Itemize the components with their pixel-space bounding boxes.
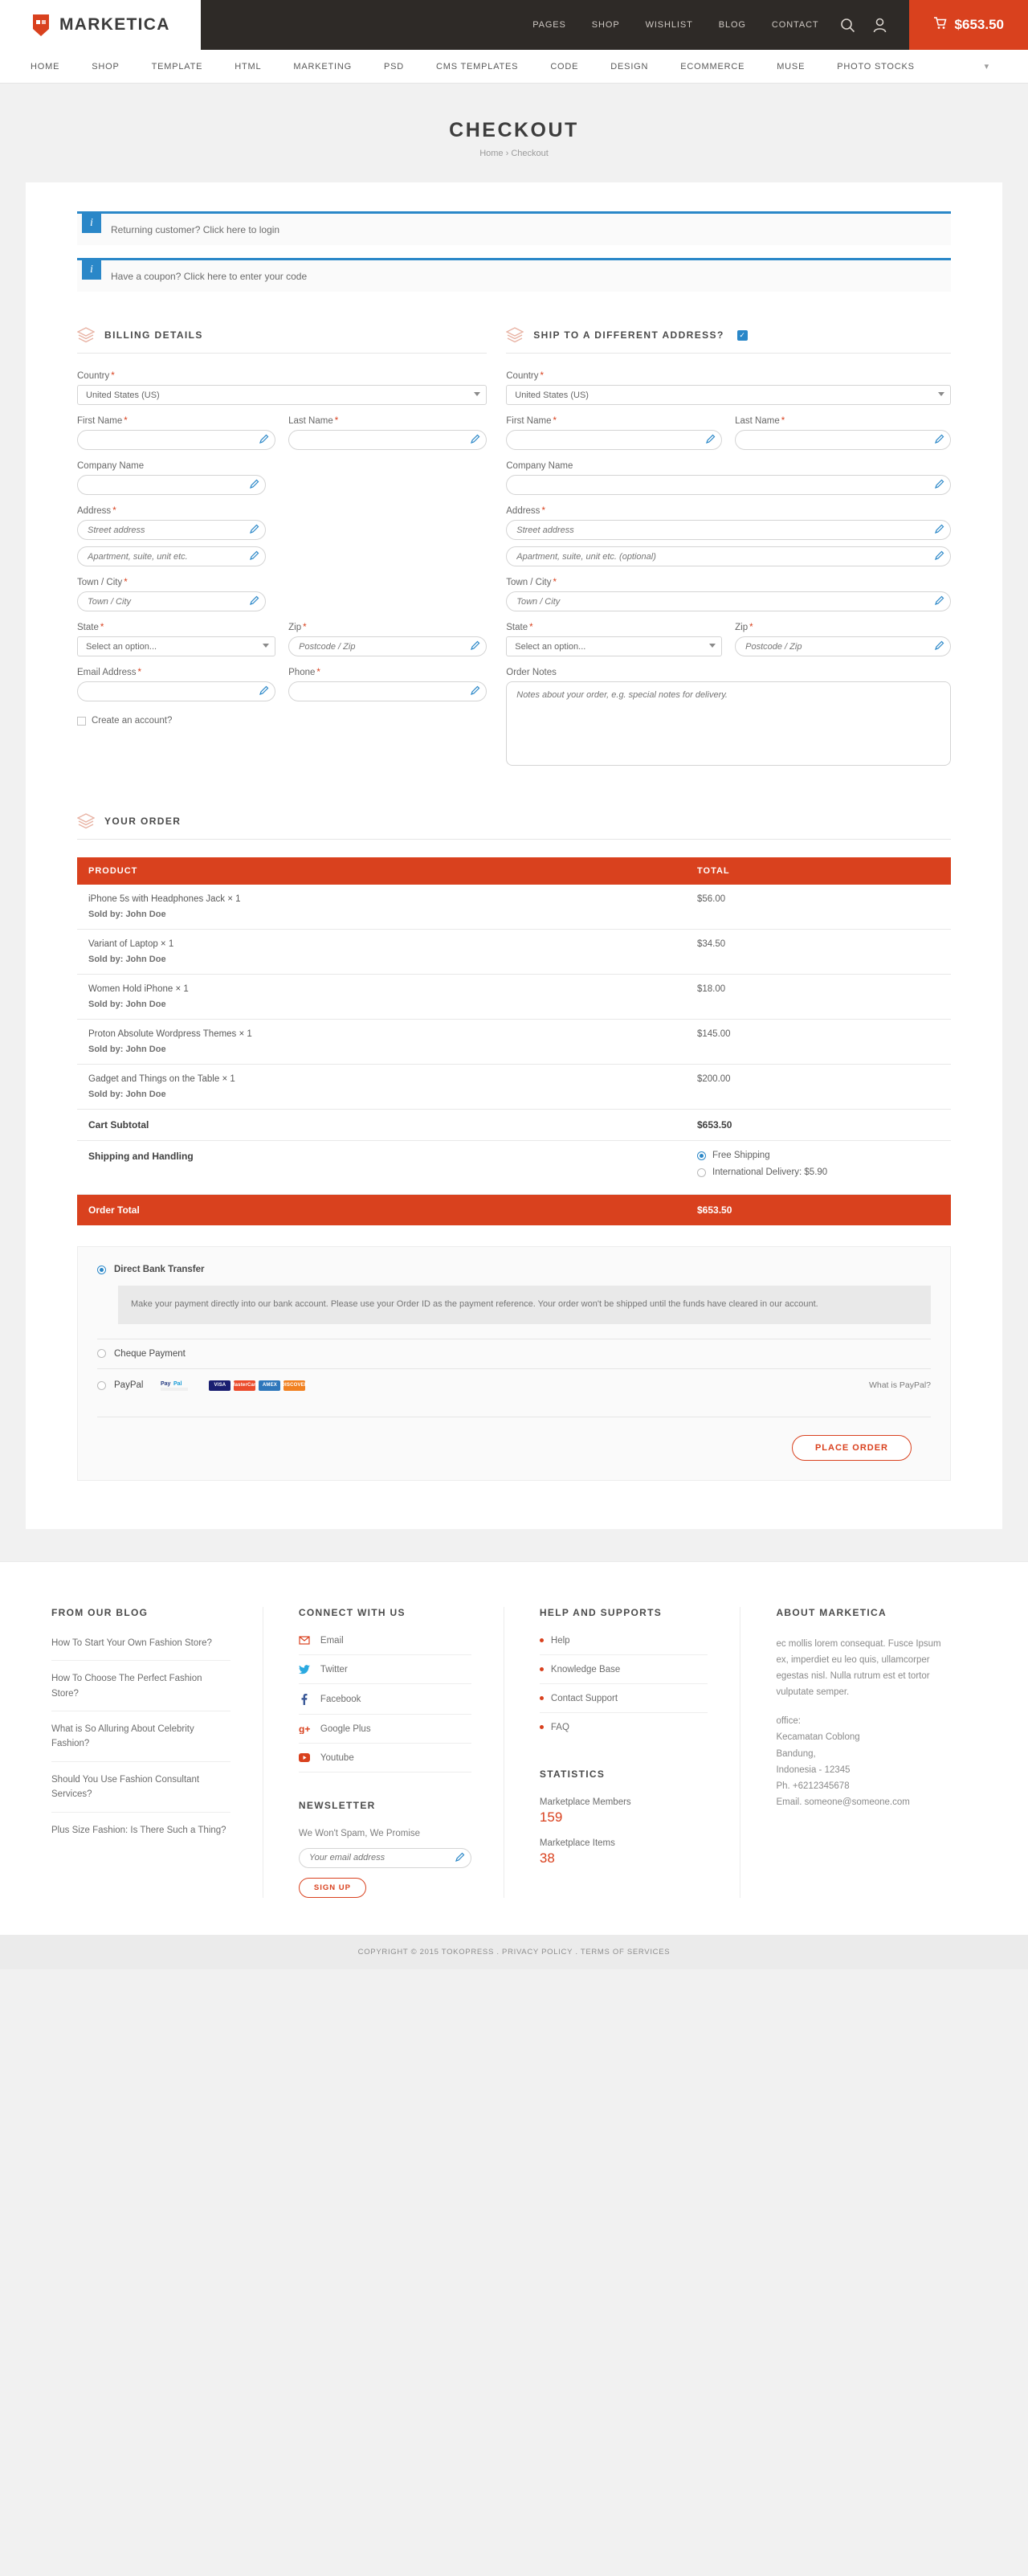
breadcrumb: Home › Checkout	[479, 149, 549, 158]
copyright-text: COPYRIGHT © 2015 TOKOPRESS .	[357, 1947, 500, 1957]
billing-section	[77, 327, 506, 768]
top-menu-item-contact[interactable]: CONTACT	[771, 20, 819, 30]
product-total: $145.00	[686, 1020, 951, 1065]
top-menu-item-pages[interactable]: PAGES	[532, 20, 566, 30]
order-table-header	[77, 857, 951, 885]
create-account-checkbox[interactable]	[77, 717, 86, 726]
payment-paypal[interactable]	[97, 1368, 931, 1402]
shipping-country-select[interactable]	[506, 385, 951, 405]
coupon-notice-text[interactable]: Have a coupon? Click here to enter your code	[111, 270, 308, 282]
social-link-twitter[interactable]	[299, 1665, 471, 1684]
pencil-icon	[934, 550, 944, 563]
product-seller: Sold by: John Doe	[88, 1045, 166, 1054]
svg-text:Pay: Pay	[161, 1380, 171, 1387]
social-link-facebook[interactable]	[299, 1694, 471, 1715]
what-is-paypal-link[interactable]: What is PayPal?	[868, 1380, 931, 1391]
pencil-icon	[249, 479, 259, 492]
billing-email-label: Email Address *	[77, 668, 141, 677]
help-link[interactable]: Contact Support	[540, 1694, 708, 1713]
office-line: Indonesia - 12345	[776, 1764, 851, 1775]
nav-item-html[interactable]: HTML	[235, 61, 262, 72]
order-total-label: Order Total	[77, 1195, 686, 1226]
payment-direct-bank-label: Direct Bank Transfer	[114, 1265, 205, 1274]
ship-different-checkbox[interactable]: ✓	[737, 330, 748, 341]
stat-value: 159	[539, 1809, 563, 1825]
marketica-logo-icon	[31, 13, 51, 37]
logo[interactable]	[0, 0, 201, 50]
billing-address-label: Address *	[77, 506, 116, 516]
create-account-row[interactable]	[77, 716, 487, 726]
nav-item-template[interactable]: TEMPLATE	[151, 61, 203, 72]
about-text: ec mollis lorem consequat. Fusce Ipsum ex, imperdiet eu leo quis, ullamcorper egestas nisl. Nulla rutrum est et tortor vulputate semper.	[776, 1638, 941, 1698]
shipping-address-label: Address *	[506, 506, 545, 516]
nav-item-shop[interactable]: SHOP	[92, 61, 120, 72]
social-link-email[interactable]	[299, 1636, 471, 1655]
billing-zip-label: Zip *	[288, 623, 307, 632]
footer-blog-title: FROM OUR BLOG	[51, 1606, 149, 1618]
radio-cheque-payment[interactable]	[97, 1349, 106, 1358]
payment-cheque-label: Cheque Payment	[114, 1348, 186, 1359]
coupon-notice[interactable]	[77, 258, 951, 292]
pencil-icon	[470, 685, 480, 698]
shipping-company-input[interactable]	[506, 475, 951, 495]
billing-phone-input[interactable]	[288, 681, 487, 701]
pencil-icon	[249, 595, 259, 608]
billing-country-field[interactable]	[77, 385, 487, 405]
bullet-icon	[540, 1725, 544, 1729]
shipping-city-input[interactable]	[506, 591, 951, 611]
product-total: $200.00	[686, 1065, 951, 1110]
user-account-icon[interactable]	[873, 18, 887, 33]
blog-link[interactable]: How To Start Your Own Fashion Store?	[51, 1636, 230, 1661]
stat-label: Marketplace Members	[539, 1797, 631, 1807]
table-row	[77, 930, 951, 975]
billing-first-name-label: First Name *	[77, 416, 128, 426]
nav-item-design[interactable]: DESIGN	[610, 61, 649, 72]
billing-city-input[interactable]	[77, 591, 266, 611]
shipping-option-free[interactable]	[697, 1151, 940, 1160]
order-notes-textarea[interactable]	[506, 681, 951, 766]
table-row	[77, 885, 951, 930]
shipping-first-name-label: First Name *	[506, 416, 557, 426]
billing-country-select[interactable]	[77, 385, 487, 405]
payment-direct-bank[interactable]	[97, 1265, 931, 1274]
shipping-row	[77, 1141, 951, 1195]
order-total-value: $653.50	[686, 1195, 951, 1226]
cart-subtotal-value: $653.50	[686, 1110, 951, 1141]
statistics-title: STATISTICS	[539, 1768, 606, 1780]
pencil-icon	[934, 479, 944, 492]
privacy-policy-link[interactable]: PRIVACY POLICY .	[502, 1947, 578, 1957]
product-name: Gadget and Things on the Table × 1	[88, 1074, 235, 1084]
footer-about-column	[740, 1607, 977, 1898]
bullet-icon	[540, 1638, 544, 1642]
mail-icon	[299, 1636, 311, 1645]
nav-item-home[interactable]: HOME	[31, 61, 60, 72]
page-title: CHECKOUT	[449, 119, 579, 141]
blog-link[interactable]: Plus Size Fashion: Is There Such a Thing?	[51, 1825, 226, 1835]
cart-total: $653.50	[954, 17, 1004, 32]
top-bar	[0, 0, 1028, 50]
shipping-state-select[interactable]	[506, 636, 722, 656]
place-order-row	[97, 1417, 931, 1461]
product-total: $18.00	[686, 975, 951, 1020]
billing-state-field[interactable]	[77, 636, 275, 656]
product-name: Variant of Laptop × 1	[88, 939, 174, 949]
info-icon: i	[82, 260, 101, 280]
billing-first-name-input[interactable]	[77, 430, 275, 450]
billing-state-select[interactable]	[77, 636, 275, 656]
visa-card-icon: VISA	[209, 1380, 230, 1391]
blog-link[interactable]: Should You Use Fashion Consultant Services?	[51, 1773, 230, 1813]
table-row	[77, 975, 951, 1020]
social-label: Email	[320, 1635, 344, 1646]
mastercard-icon: MasterCard	[234, 1380, 255, 1391]
product-name: iPhone 5s with Headphones Jack × 1	[88, 894, 241, 904]
product-seller: Sold by: John Doe	[88, 1090, 166, 1099]
office-line: Kecamatan Coblong	[776, 1732, 860, 1743]
billing-section-header	[77, 327, 487, 354]
product-total: $34.50	[686, 930, 951, 975]
table-row	[77, 1065, 951, 1110]
footer	[0, 1561, 1028, 1935]
login-notice[interactable]	[77, 211, 951, 245]
billing-title: BILLING DETAILS	[104, 329, 203, 341]
order-section-header	[77, 813, 951, 840]
pencil-icon	[259, 685, 269, 698]
billing-address1-input[interactable]	[77, 520, 266, 540]
nav-item-muse[interactable]: MUSE	[777, 61, 806, 72]
pencil-icon	[934, 640, 944, 653]
product-name: Women Hold iPhone × 1	[88, 984, 189, 994]
pencil-icon	[934, 524, 944, 537]
form-columns	[77, 327, 951, 768]
pencil-icon	[470, 640, 480, 653]
paypal-logo-icon	[161, 1379, 190, 1392]
bullet-icon	[540, 1696, 544, 1700]
product-name: Proton Absolute Wordpress Themes × 1	[88, 1029, 252, 1039]
nav-item-photo-stocks[interactable]: PHOTO STOCKS	[837, 61, 915, 72]
top-menu	[532, 20, 818, 30]
billing-zip-input[interactable]	[288, 636, 487, 656]
pencil-icon	[705, 434, 716, 447]
order-total-row	[77, 1195, 951, 1226]
radio-international-delivery[interactable]	[697, 1168, 706, 1177]
billing-city-label: Town / City *	[77, 578, 128, 587]
shipping-state-field[interactable]	[506, 636, 722, 656]
column-product: PRODUCT	[77, 857, 686, 885]
amex-card-icon: AMEX	[259, 1380, 280, 1391]
shipping-first-name-input[interactable]	[506, 430, 722, 450]
footer-blog-column	[51, 1607, 263, 1898]
top-icons	[840, 18, 887, 33]
product-seller: Sold by: John Doe	[88, 1000, 166, 1009]
shipping-address1-input[interactable]	[506, 520, 951, 540]
payment-cheque[interactable]	[97, 1339, 931, 1368]
place-order-button[interactable]: PLACE ORDER	[792, 1435, 912, 1461]
stack-icon	[77, 813, 95, 829]
pencil-icon	[934, 595, 944, 608]
social-label: Google Plus	[320, 1723, 371, 1734]
pencil-icon	[259, 434, 269, 447]
newsletter-subtitle: We Won't Spam, We Promise	[298, 1828, 421, 1838]
cart-icon	[933, 17, 947, 34]
checkout-card	[26, 182, 1002, 1529]
radio-free-shipping[interactable]	[697, 1151, 706, 1160]
top-right-area	[201, 0, 1028, 50]
social-label: Facebook	[320, 1694, 361, 1704]
cart-subtotal-label: Cart Subtotal	[77, 1110, 686, 1141]
shipping-option-label: International Delivery: $5.90	[712, 1167, 828, 1177]
social-label: Twitter	[320, 1664, 348, 1674]
footer-help-column	[504, 1607, 740, 1898]
shipping-last-name-input[interactable]	[735, 430, 951, 450]
product-total: $56.00	[686, 885, 951, 930]
shipping-country-label: Country *	[506, 371, 545, 381]
office-phone: Ph. +6212345678	[776, 1781, 850, 1791]
social-link-youtube[interactable]	[299, 1753, 471, 1773]
blog-link[interactable]: How To Choose The Perfect Fashion Store?	[51, 1671, 230, 1711]
footer-connect-column	[263, 1607, 504, 1898]
product-seller: Sold by: John Doe	[88, 955, 166, 964]
blog-link[interactable]: What is So Alluring About Celebrity Fashion?	[51, 1722, 230, 1762]
order-title: YOUR ORDER	[104, 816, 182, 827]
newsletter-title: NEWSLETTER	[298, 1799, 376, 1811]
billing-email-input[interactable]	[77, 681, 275, 701]
billing-state-label: State *	[77, 623, 104, 632]
office-email: Email. someone@someone.com	[776, 1797, 910, 1807]
radio-direct-bank-transfer[interactable]	[97, 1266, 106, 1274]
newsletter-signup-button[interactable]: SIGN UP	[299, 1878, 366, 1898]
product-seller: Sold by: John Doe	[88, 910, 166, 919]
terms-of-services-link[interactable]: TERMS OF SERVICES	[580, 1947, 671, 1957]
shipping-country-field[interactable]	[506, 385, 951, 405]
order-table	[77, 857, 951, 1225]
help-link[interactable]: Help	[540, 1636, 708, 1655]
cart-button[interactable]	[909, 0, 1028, 50]
billing-company-label: Company Name	[77, 461, 145, 471]
youtube-icon	[299, 1753, 311, 1762]
payment-methods	[77, 1246, 951, 1481]
page-header	[0, 84, 1028, 182]
billing-phone-label: Phone *	[288, 668, 320, 677]
newsletter-email-input[interactable]	[299, 1848, 471, 1868]
social-label: Youtube	[320, 1752, 354, 1763]
bullet-icon	[540, 1667, 544, 1671]
stat-label: Marketplace Items	[539, 1838, 615, 1848]
pencil-icon	[249, 524, 259, 537]
shipping-zip-label: Zip *	[735, 623, 753, 632]
shipping-option-international[interactable]	[697, 1167, 940, 1177]
shipping-company-label: Company Name	[506, 461, 573, 471]
shipping-state-label: State *	[506, 623, 533, 632]
brand-name: MARKETICA	[59, 15, 170, 34]
billing-last-name-input[interactable]	[288, 430, 487, 450]
shipping-address2-input[interactable]	[506, 546, 951, 566]
top-menu-item-shop[interactable]: SHOP	[591, 20, 620, 30]
shipping-title: SHIP TO A DIFFERENT ADDRESS?	[533, 329, 724, 341]
top-menu-item-wishlist[interactable]: WISHLIST	[645, 20, 693, 30]
twitter-icon	[299, 1665, 311, 1674]
nav-item-code[interactable]: CODE	[550, 61, 579, 72]
stack-icon	[77, 327, 95, 343]
order-notes-label: Order Notes	[506, 668, 557, 677]
cart-subtotal-row	[77, 1110, 951, 1141]
social-link-googleplus[interactable]	[299, 1724, 471, 1744]
top-menu-item-blog[interactable]: BLOG	[718, 20, 746, 30]
svg-text:g+: g+	[298, 1723, 311, 1734]
order-section	[77, 813, 951, 1481]
nav-item-marketing[interactable]: MARKETING	[293, 61, 352, 72]
stack-icon	[506, 327, 524, 343]
nav-item-psd[interactable]: PSD	[383, 61, 405, 72]
copyright-bar	[0, 1935, 1028, 1969]
footer-about-title: ABOUT MARKETICA	[776, 1606, 887, 1618]
nav-item-ecommerce[interactable]: ECOMMERCE	[680, 61, 745, 72]
office-label: office:	[776, 1716, 801, 1727]
shipping-section-header	[506, 327, 951, 354]
pencil-icon	[249, 550, 259, 563]
facebook-icon	[299, 1694, 311, 1705]
shipping-section	[506, 327, 951, 768]
billing-last-name-label: Last Name *	[288, 416, 339, 426]
pencil-icon	[934, 434, 944, 447]
discover-card-icon: DISCOVER	[284, 1380, 305, 1391]
billing-address2-input[interactable]	[77, 546, 266, 566]
billing-company-input[interactable]	[77, 475, 266, 495]
footer-help-title: HELP AND SUPPORTS	[539, 1606, 663, 1618]
radio-paypal[interactable]	[97, 1381, 106, 1390]
google-plus-icon	[299, 1724, 311, 1734]
main-nav	[0, 50, 1028, 84]
accepted-cards	[209, 1380, 308, 1391]
billing-country-label: Country *	[77, 371, 115, 381]
pencil-icon	[470, 434, 480, 447]
shipping-city-label: Town / City *	[506, 578, 557, 587]
table-row	[77, 1020, 951, 1065]
shipping-option-label: Free Shipping	[712, 1151, 770, 1160]
shipping-last-name-label: Last Name *	[735, 416, 785, 426]
payment-direct-bank-description: Make your payment directly into our bank account. Please use your Order ID as the payment reference. Your order won't be shipped until the funds have cleared in our account.	[118, 1286, 931, 1324]
search-icon[interactable]	[840, 18, 855, 33]
office-line: Bandung,	[776, 1748, 816, 1759]
create-account-label: Create an account?	[92, 716, 173, 726]
help-link[interactable]: Knowledge Base	[540, 1665, 708, 1684]
column-total: TOTAL	[686, 857, 951, 885]
login-notice-text[interactable]: Returning customer? Click here to login	[111, 223, 280, 235]
stat-value: 38	[539, 1850, 555, 1866]
payment-paypal-label: PayPal	[114, 1380, 144, 1391]
info-icon: i	[82, 214, 101, 233]
shipping-handling-label: Shipping and Handling	[77, 1141, 686, 1195]
svg-text:Pal: Pal	[173, 1380, 182, 1387]
footer-connect-title: CONNECT WITH US	[298, 1606, 406, 1618]
nav-more-icon[interactable]: ▾	[984, 62, 989, 72]
nav-item-cms-templates[interactable]: CMS TEMPLATES	[436, 61, 519, 72]
pencil-icon	[455, 1852, 465, 1865]
help-link[interactable]: FAQ	[540, 1723, 708, 1741]
shipping-zip-input[interactable]	[735, 636, 951, 656]
